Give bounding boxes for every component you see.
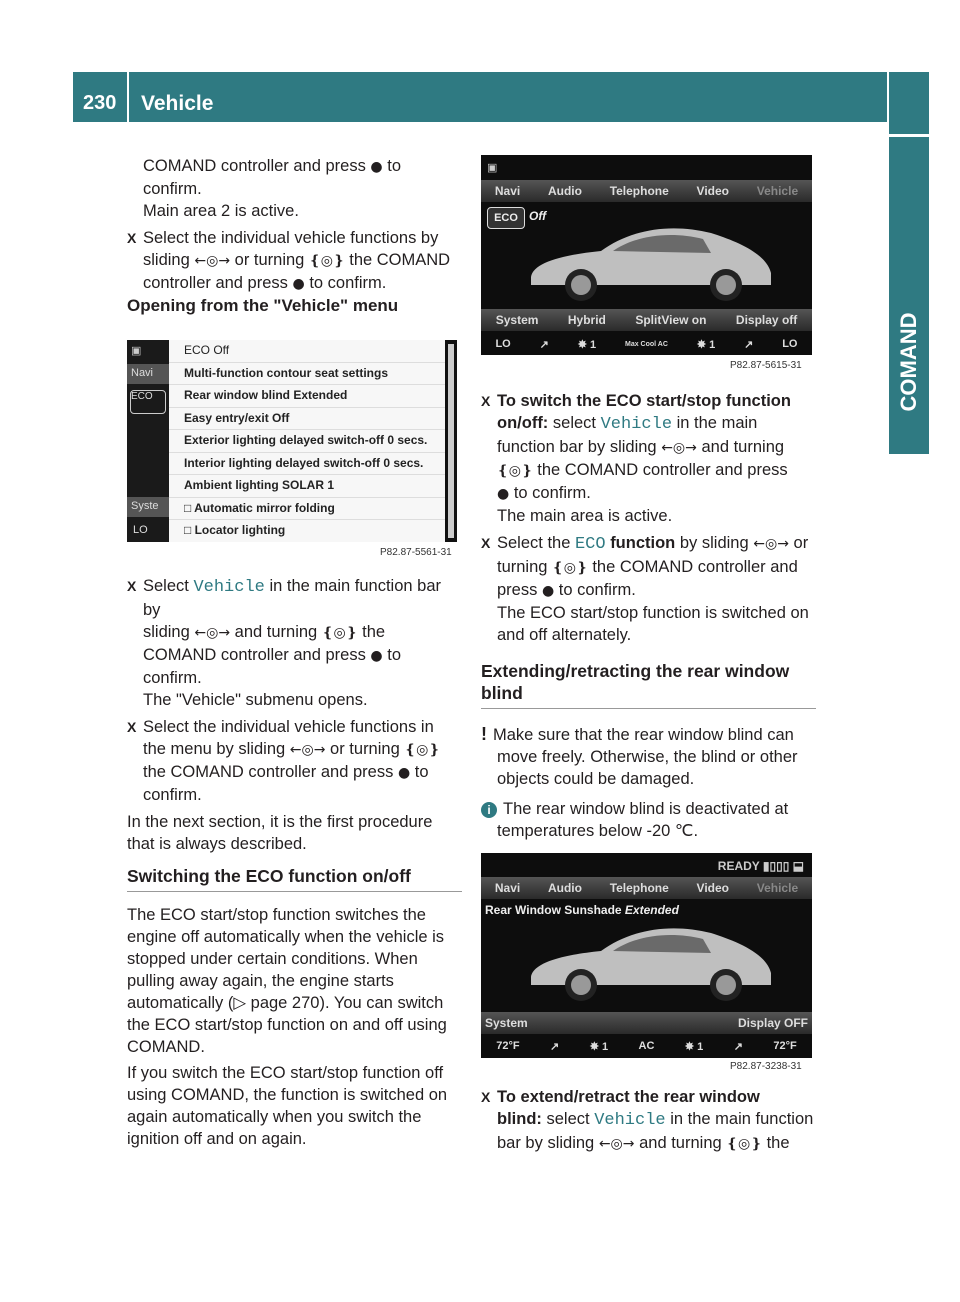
fig1-menu-item: Multi-function contour seat settings	[169, 363, 445, 386]
heading-rear-blind: Extending/retracting the rear window blind	[481, 660, 816, 709]
fig1-scrollbar	[448, 344, 454, 538]
header-divider	[127, 72, 129, 122]
step-select-functions: X Select the individual vehicle functions by	[127, 227, 462, 249]
eco-icon: ECO	[487, 207, 525, 229]
figure-vehicle-menu: ▣ Navi ECO Syste LO ECO Off Multi-function contour seat settings Rear window blind Extended Easy entry/exit Off Exterior lighting delayed switch-off 0 secs. Interior lighting delayed switch-off 0 secs. Ambient lighting SOLAR 1 □ Automatic mirror folding □ Locator lighting	[127, 340, 457, 542]
fig3-tab-bar: Navi Audio Telephone Video Vehicle	[481, 877, 812, 899]
fig3-bottom-menu: System Display OFF	[481, 1012, 812, 1034]
step-select-in-menu: X Select the individual vehicle functions in	[127, 716, 462, 738]
turn-icon: ❴◎❵	[308, 253, 345, 269]
fig1-menu-item: Exterior lighting delayed switch-off 0 secs.	[169, 430, 445, 453]
fig1-system-label: Syste	[127, 497, 169, 517]
car-icon	[521, 915, 781, 1005]
fig3-status: READY	[717, 859, 760, 873]
heading-eco: Switching the ECO function on/off	[127, 865, 462, 892]
side-tab-label: COMAND	[896, 312, 921, 412]
left-intro: COMAND controller and press ● to confirm. Main area 2 is active. X Select the individual vehicle functions by sliding ←◎→ or turning ❴◎❵ the COMAND controller and press ● to confirm. Opening from the "Vehicle" menu	[127, 155, 462, 317]
left-body: X Select Vehicle in the main function bar by sliding ←◎→ and turning ❴◎❵ the COMAND controller and press ● to confirm. The "Vehicle" submenu opens. X Select the individual vehicle functions in the menu by sliding ←◎→ or turning ❴◎❵ the COMAND controller and press ● to confirm. In the next section, it is the first procedure that is always described. Switching the ECO function on/off The ECO start/stop function switches the engine off automatically when the vehicle is stopped under certain conditions. When pulling away again, the engine starts automatically (▷ page 270). You can switch the ECO start/stop function on and off using COMAND. If you switch the ECO start/stop function off using COMAND, the function is switched on again automatically when you switch the ignition off and on again.	[127, 575, 462, 1150]
callout-number: 2	[220, 202, 231, 220]
fig1-menu-item: ECO Off	[169, 340, 445, 363]
fig1-lo-label: LO	[133, 524, 148, 536]
fig2-climate-bar: LO ↗ ✸ 1 Max Cool AC ✸ 1 ↗ LO	[495, 338, 798, 351]
side-tab-block	[889, 72, 929, 137]
car-icon	[521, 215, 781, 305]
fig1-menu-list	[169, 340, 445, 542]
figure-eco-screen: ▣ Navi Audio Telephone Video Vehicle ECO Off System Hybrid SplitView on Display off LO ↗ ✸ 1 Max Cool AC ✸ 1 ↗ LO	[481, 155, 812, 355]
page-number: 230	[83, 92, 117, 114]
fig2-caption: P82.87-5615-31	[730, 360, 802, 371]
page-header	[73, 72, 887, 122]
fig3-caption: P82.87-3238-31	[730, 1061, 802, 1072]
press-icon: ●	[370, 159, 383, 175]
fig2-eco-state: Off	[529, 209, 547, 223]
heading-vehicle-menu: Opening from the "Vehicle" menu	[127, 296, 399, 315]
right-bottom: X To extend/retract the rear window blind: select Vehicle in the main function bar by sliding ←◎→ and turning ❴◎❵ the	[481, 1086, 816, 1155]
fig1-menu-item: Ambient lighting SOLAR 1	[169, 475, 445, 498]
info-icon: i	[481, 802, 497, 818]
step-select-vehicle: X Select Vehicle in the main function bar by	[127, 575, 462, 621]
fig1-menu-item: □ Automatic mirror folding	[169, 498, 445, 521]
step-switch-eco: X To switch the ECO start/stop function	[481, 390, 816, 412]
slide-icon: ←◎→	[194, 253, 231, 269]
section-title: Vehicle	[141, 92, 214, 115]
eco-paragraph-1: The ECO start/stop function switches the engine off automatically when the vehicle is stopped under certain conditions. When pulling away again, the engine starts automatically (▷ page 270). You can switch the ECO start/stop function on and off using COMAND.	[127, 906, 447, 1056]
fig1-menu-item: Rear window blind Extended	[169, 385, 445, 408]
fig3-title: Rear Window Sunshade Extended	[485, 903, 679, 917]
fig2-tab-bar: Navi Audio Telephone Video Vehicle	[481, 180, 812, 202]
warning-icon: !	[481, 724, 487, 744]
eco-paragraph-2: If you switch the ECO start/stop function off using COMAND, the function is switched on again automatically when you switch the ignition off and on again.	[127, 1064, 448, 1148]
fig3-climate-bar: 72°F ↗ ✸ 1 AC ✸ 1 ↗ 72°F	[496, 1040, 797, 1053]
fig1-navi-label: Navi	[127, 364, 169, 384]
fig1-menu-item: Easy entry/exit Off	[169, 408, 445, 431]
fig1-menu-item: Interior lighting delayed switch-off 0 secs.	[169, 453, 445, 476]
press-icon: ●	[292, 276, 305, 292]
right-body: X To switch the ECO start/stop function on/off: select Vehicle in the main function bar by sliding ←◎→ and turning ❴◎❵ the COMAND controller and press ● to confirm. The main area is active. X Select the ECO function by sliding ←◎→ or turning ❴◎❵ the COMAND controller and press ● to confirm. The ECO start/stop function is switched on and off alternately. Extending/retracting the rear window blind ! Make sure that the rear window blind can move freely. Otherwise, the blind or other objects could be damaged. i The rear window blind is deactivated at temperatures below -20 ℃.	[481, 390, 816, 842]
fig1-caption: P82.87-5561-31	[380, 547, 452, 558]
figure-rear-blind-screen: READY ▮▯▯▯ ⬓ Navi Audio Telephone Video Vehicle Rear Window Sunshade Extended System Display OFF 72°F ↗ ✸ 1 AC ✸ 1 ↗ 72°F	[481, 853, 812, 1058]
step-extend-blind: X To extend/retract the rear window	[481, 1086, 816, 1108]
side-tab	[889, 72, 929, 454]
step-select-eco: X Select the ECO function by sliding ←◎→ or	[481, 532, 816, 556]
fig1-menu-item: □ Locator lighting	[169, 520, 445, 542]
fig2-bottom-menu: System Hybrid SplitView on Display off	[481, 309, 812, 331]
